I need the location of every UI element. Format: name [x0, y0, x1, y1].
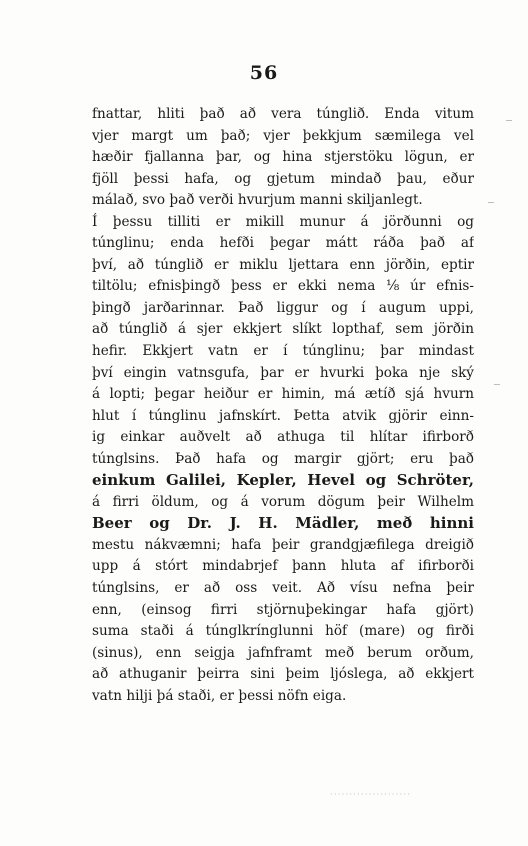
- faint-stamp: ·····················: [330, 790, 412, 800]
- text-line: fjöll þessi hafa, og gjetum mindað þau, eður: [92, 170, 474, 187]
- text-line: einkum Galilei, Kepler, Hevel og Schröter,: [92, 471, 474, 490]
- text-line: túnglsins, er að oss veit. Að vísu nefna þeir: [92, 580, 474, 597]
- text-line: vatn hilji þá staði, er þessi nöfn eiga.: [92, 687, 347, 704]
- text-line: hlut í túnglinu jafnskírt. Þetta atvik gjörir einn-: [92, 407, 474, 424]
- page-number: 56: [249, 62, 279, 84]
- text-line: að athuganir þeirra sini þeim ljóslega, að ekkjert: [92, 666, 474, 683]
- text-line: túnglsins. Það hafa og margir gjört; eru það: [92, 450, 474, 467]
- body-text: [92, 104, 474, 707]
- text-line: á firri öldum, og á vorum dögum þeir Wilhelm: [92, 493, 474, 510]
- text-line: mestu nákvæmni; hafa þeir grandgjæfilega dreigið: [92, 536, 474, 553]
- text-line: túnglinu; enda hefði þegar mátt ráða það af: [92, 235, 474, 252]
- margin-mark: [494, 384, 500, 385]
- text-line: Beer og Dr. J. H. Mädler, með hinni: [92, 514, 474, 533]
- text-line: því, að túnglið er miklu ljettara enn jörðin, eptir: [92, 256, 474, 273]
- text-line: Í þessu tilliti er mikill munur á jörðunni og: [92, 213, 474, 230]
- text-line: því eingin vatnsgufa, þar er hvurki þoka nje ský: [92, 364, 474, 381]
- text-line: ig einkar auðvelt að athuga til hlítar ifirborð: [92, 429, 474, 446]
- text-line: suma staði á túnglkrínglunni höf (mare) og firði: [92, 623, 474, 640]
- text-line: (sinus), enn seigja jafnframt með berum orðum,: [92, 644, 474, 661]
- text-line: hæðir fjallanna þar, og hina stjerstöku lögun, er: [92, 149, 474, 166]
- text-line: vjer margt um það; vjer þekkjum sæmilega vel: [92, 127, 474, 144]
- text-line: tiltölu; efnisþingð þess er ekki nema ⅛ úr efnis-: [92, 278, 474, 295]
- margin-mark: [506, 120, 512, 121]
- margin-mark: [488, 202, 494, 203]
- text-line: fnattar, hliti það að vera túnglið. Enda vitum: [92, 106, 474, 122]
- text-line: að túnglið á sjer ekkjert slíkt lopthaf, sem jörðin: [92, 321, 474, 338]
- text-line: málað, svo það verði hvurjum manni skiljanlegt.: [92, 192, 423, 209]
- text-line: á lopti; þegar heiður er himin, má ætíð sjá hvurn: [92, 386, 474, 403]
- text-line: enn, (einsog firri stjörnuþekingar hafa gjört): [92, 601, 474, 618]
- text-line: þingð jarðarinnar. Það liggur og í augum uppi,: [92, 299, 474, 316]
- text-line: hefir. Ekkjert vatn er í túnglinu; þar mindast: [92, 343, 474, 360]
- text-line: upp á stórt mindabrjef þann hluta af ifirborði: [92, 558, 474, 575]
